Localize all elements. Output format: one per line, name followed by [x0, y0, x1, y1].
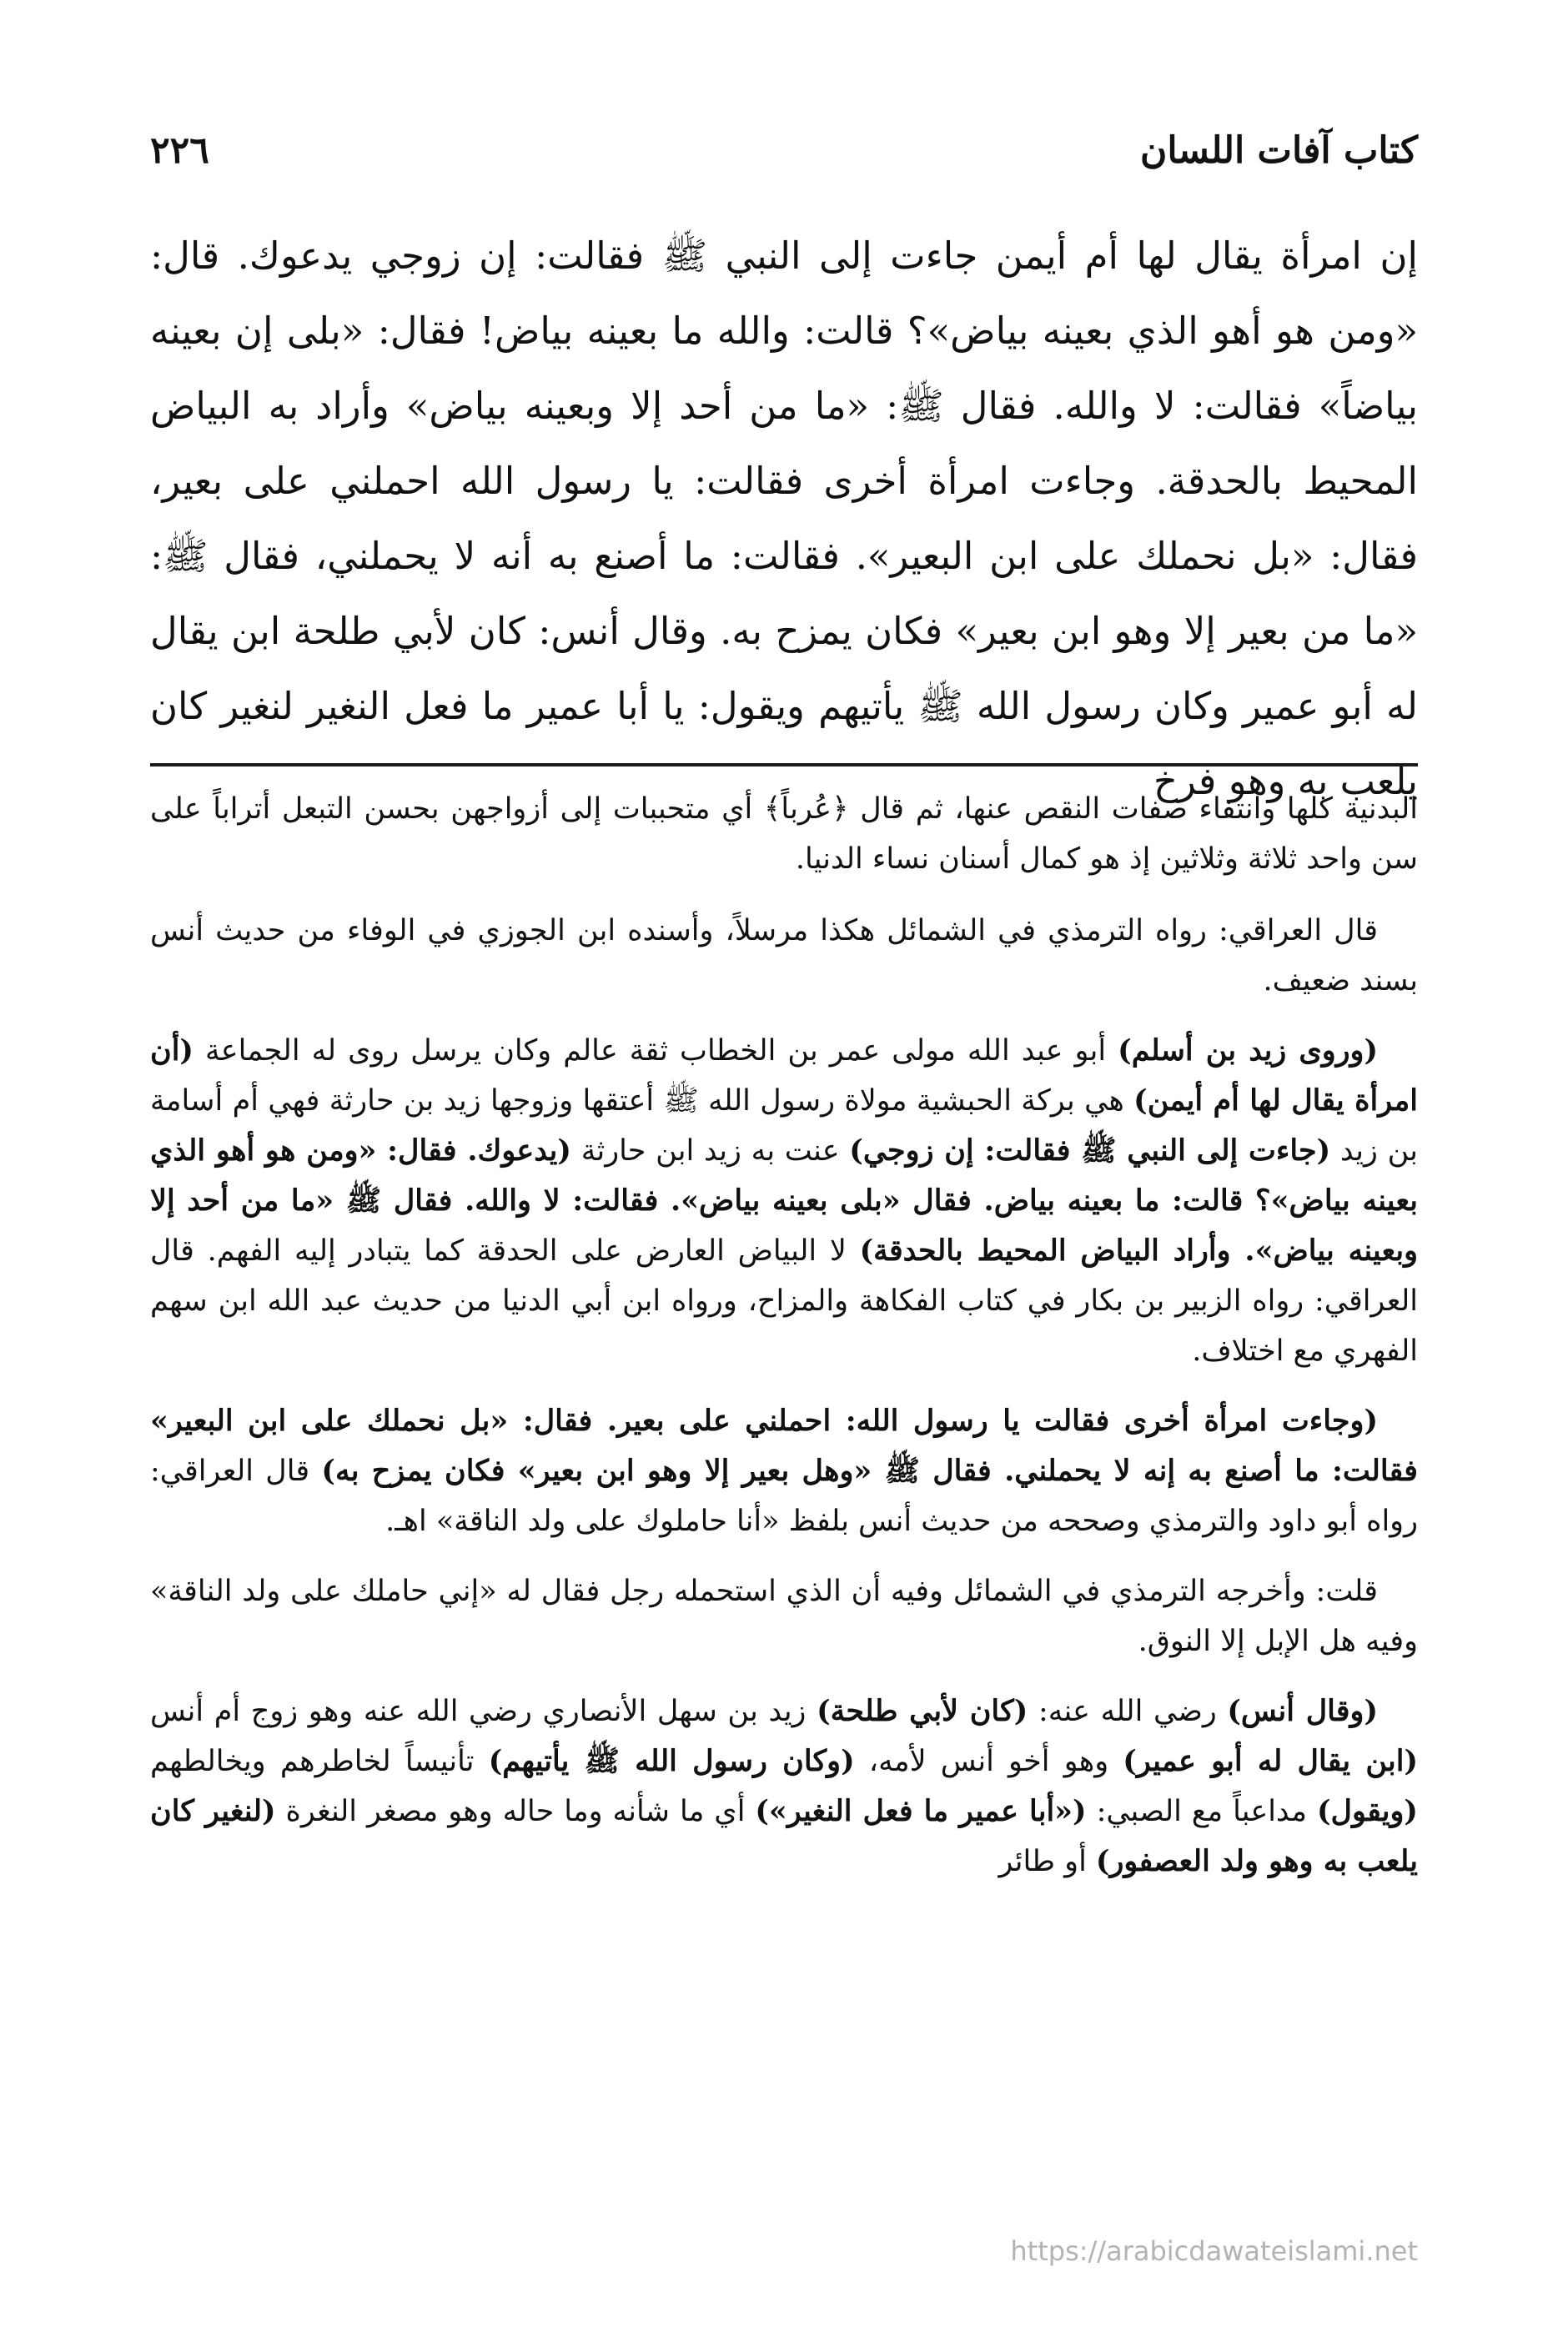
commentary-paragraph-3 [150, 1026, 1418, 1376]
quoted-matn: (وجاءت امرأة أخرى فقالت يا رسول الله: احملني على بعير. فقال: «بل نحملك على ابن البعير» فقالت: ما أصنع به إنه لا يحملني. فقال ﷺ «وهل بعير إلا وهو ابن بعير» فكان يمزح به) [150, 1404, 1418, 1488]
quoted-matn: (ابن يقال له أبو عمير) [1123, 1744, 1419, 1778]
quoted-matn: (ويقول) [1317, 1794, 1418, 1828]
commentary-paragraph-6 [150, 1686, 1418, 1887]
source-url-watermark: https://arabicdawateislami.net [1010, 2235, 1418, 2267]
commentary-text: رضي الله عنه: [1028, 1695, 1228, 1728]
footnote-separator-line [150, 763, 1418, 766]
commentary-text: أو طائر [998, 1845, 1096, 1878]
quoted-matn: («أبا عمير ما فعل النغير») [755, 1794, 1087, 1828]
commentary-text: عنت به زيد ابن حارثة [571, 1134, 850, 1168]
quoted-matn: (جاءت إلى النبي ﷺ فقالت: إن زوجي) [849, 1133, 1331, 1168]
commentary-paragraph-1: البدنية كلها وانتفاء صفات النقص عنها، ثم قال ﴿عُرباً﴾ أي متحببات إلى أزواجهن بحسن التبعل أتراباً على سن واحد ثلاثة وثلاثين إذ هو كمال أسنان نساء الدنيا. [150, 792, 1418, 876]
quoted-matn: (يدعوك. فقال: «ومن هو أهو الذي بعينه بياض»؟ قالت: ما بعينه بياض. فقال «بلى بعينه بياض». فقالت: لا والله. فقال ﷺ «ما من أحد إلا وبعينه بياض». وأراد البياض المحيط بالحدقة) [150, 1133, 1418, 1268]
quoted-matn: (وقال أنس) [1227, 1694, 1378, 1728]
main-text-paragraph: إن امرأة يقال لها أم أيمن جاءت إلى النبي ﷺ فقالت: إن زوجي يدعوك. قال: «ومن هو أهو الذي بعينه بياض»؟ قالت: والله ما بعينه بياض! فقال: «بلى إن بعينه بياضاً» فقالت: لا والله. فقال ﷺ: «ما من أحد إلا وبعينه بياض» وأراد به البياض المحيط بالحدقة. وجاءت امرأة أخرى فقالت: يا رسول الله احملني على بعير، فقال: «بل نحملك على ابن البعير». فقالت: ما أصنع به أنه لا يحملني، فقال ﷺ: «ما من بعير إلا وهو ابن بعير» فكان يمزح به. وقال أنس: كان لأبي طلحة ابن يقال له أبو عمير وكان رسول الله ﷺ يأتيهم ويقول: يا أبا عمير ما فعل النغير لنغير كان يلعب به وهو فرخ [150, 234, 1418, 803]
commentary-text: مداعباً مع الصبي: [1086, 1795, 1317, 1828]
quoted-matn: (وكان رسول الله ﷺ يأتيهم) [488, 1744, 855, 1778]
page-number: ٢٢٦ [150, 128, 209, 172]
main-text-block [150, 219, 1418, 803]
commentary-text: تأنيساً لخاطرهم ويخالطهم [150, 1745, 489, 1778]
commentary-text: قال العراقي: رواه أبو داود والترمذي وصححه من حديث أنس بلفظ «أنا حاملوك على ولد الناقة» اهـ. [150, 1455, 1418, 1538]
commentary-text: وهو أخو أنس لأمه، [854, 1745, 1123, 1778]
commentary-text: هي بركة الحبشية مولاة رسول الله ﷺ أعتقها وزوجها زيد بن حارثة فهي أم أسامة بن زيد [150, 1084, 1419, 1168]
quoted-matn: (أن امرأة يقال لها أم أيمن) [150, 1033, 1418, 1118]
commentary-text: زيد بن سهل الأنصاري رضي الله عنه وهو زوج أم أنس [150, 1695, 817, 1728]
commentary-block [150, 784, 1418, 1907]
page-header [150, 121, 1418, 179]
commentary-paragraph-4 [150, 1396, 1418, 1546]
commentary-text: أي ما شأنه وما حاله وهو مصغر النغرة [275, 1795, 756, 1828]
quoted-matn: (كان لأبي طلحة) [817, 1694, 1028, 1728]
commentary-text: لا البياض العارض على الحدقة كما يتبادر إليه الفهم. قال العراقي: رواه الزبير بن بكار في كتاب الفكاهة والمزاح، ورواه ابن أبي الدنيا من حديث عبد الله ابن سهم الفهري مع اختلاف. [150, 1234, 1418, 1368]
quoted-matn: (لنغير كان يلعب به وهو ولد العصفور) [150, 1794, 1418, 1878]
book-title: كتاب آفات اللسان [1140, 128, 1418, 172]
commentary-paragraph-5: قلت: وأخرجه الترمذي في الشمائل وفيه أن الذي استحمله رجل فقال له «إني حاملك على ولد الناقة» وفيه هل الإبل إلا النوق. [150, 1575, 1418, 1658]
commentary-paragraph-2: قال العراقي: رواه الترمذي في الشمائل هكذا مرسلاً، وأسنده ابن الجوزي في الوفاء من حديث أنس بسند ضعيف. [150, 914, 1418, 998]
quoted-matn: (وروى زيد بن أسلم) [1118, 1033, 1378, 1068]
commentary-text: أبو عبد الله مولى عمر بن الخطاب ثقة عالم وكان يرسل روى له الجماعة [193, 1034, 1118, 1068]
